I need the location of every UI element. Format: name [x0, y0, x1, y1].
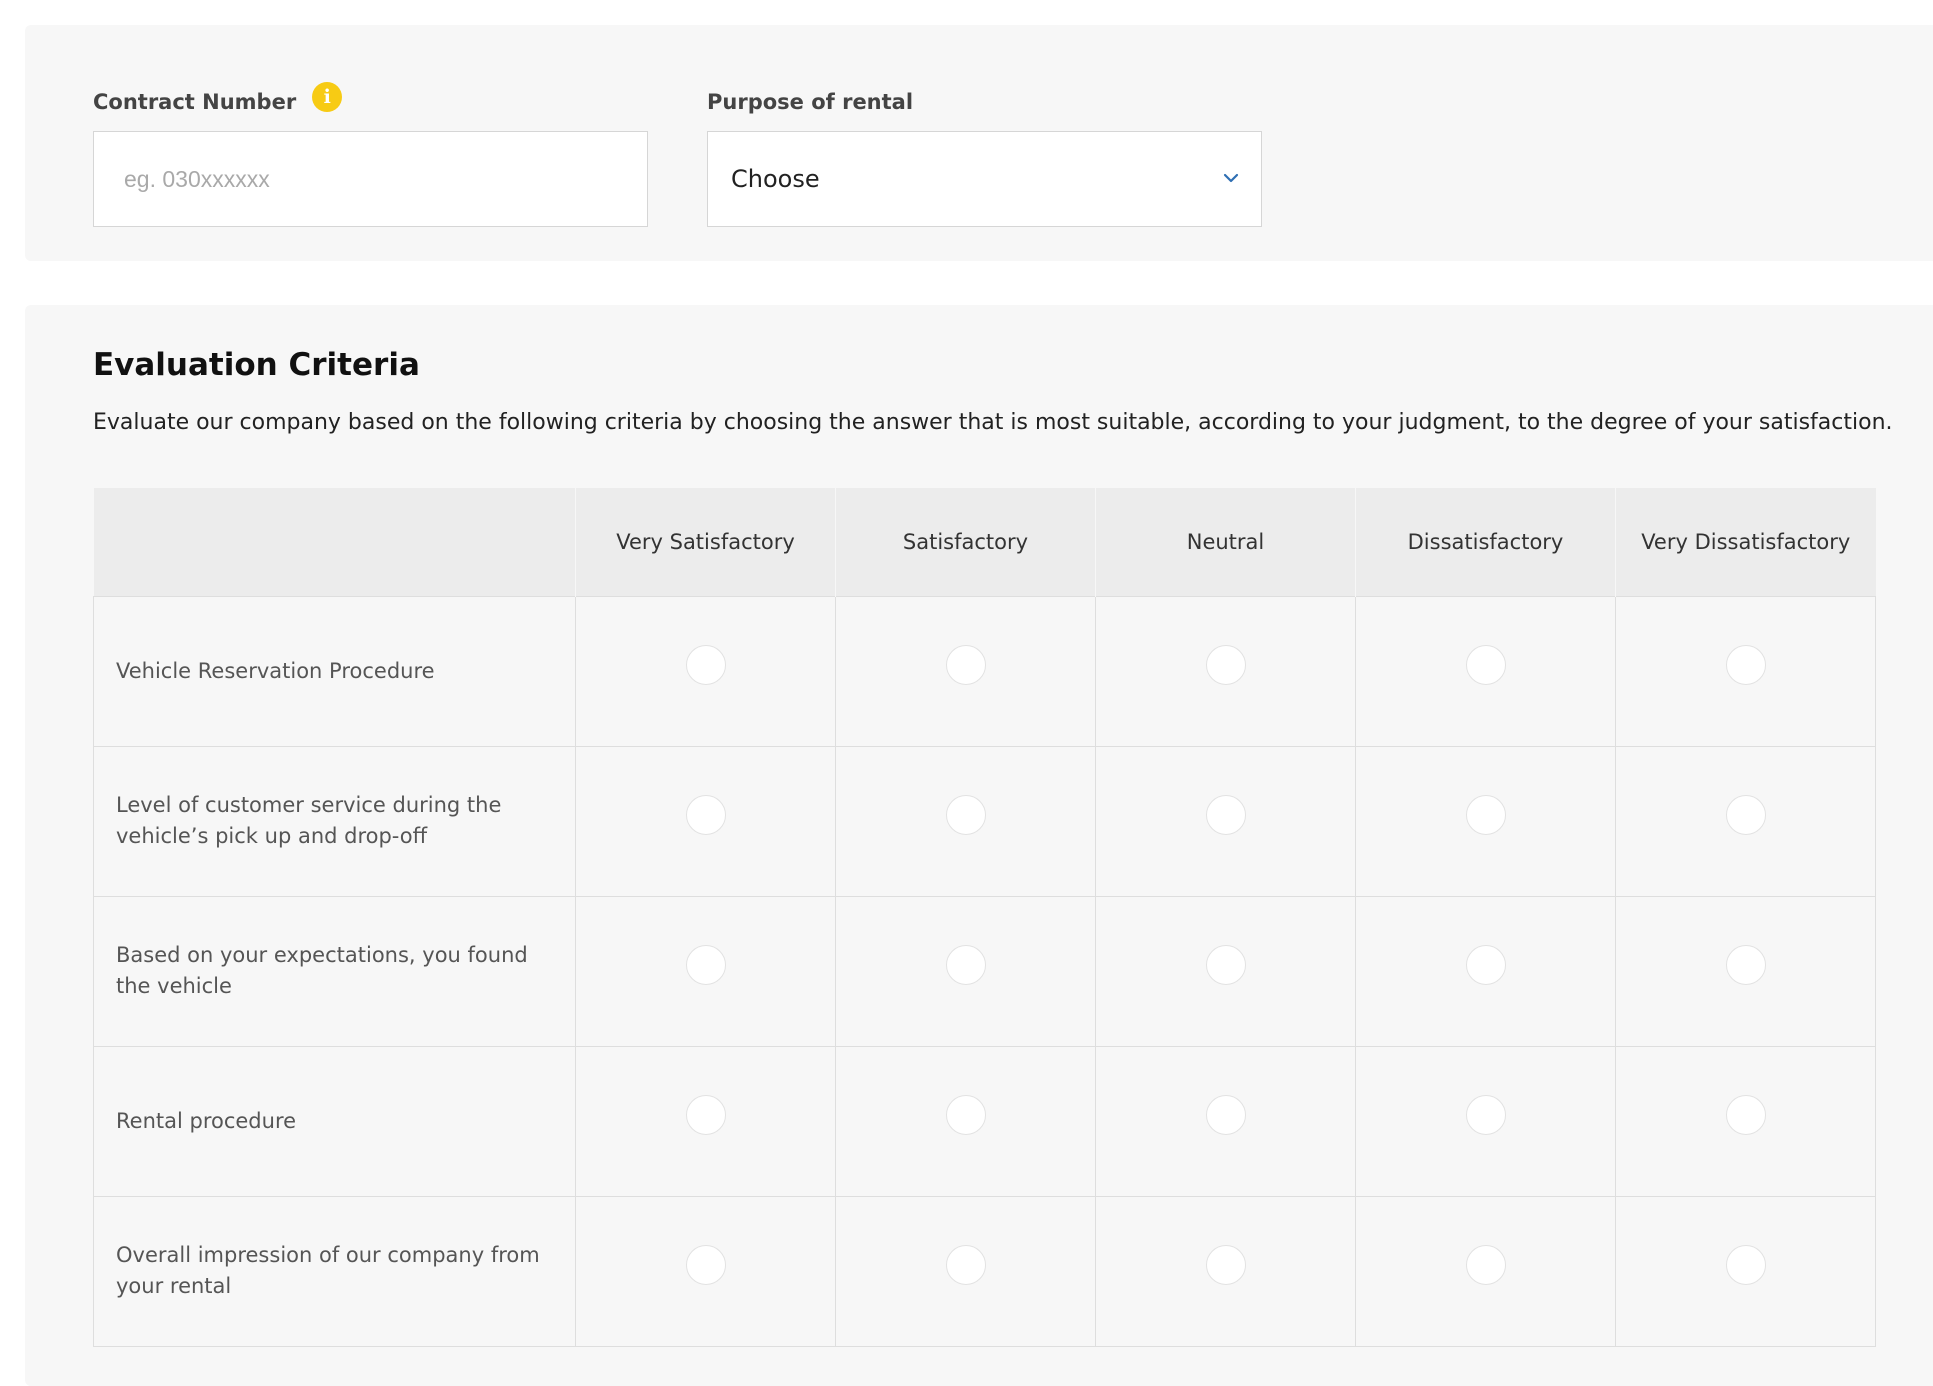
- radio-neutral[interactable]: [1206, 795, 1246, 835]
- radio-very-dissatisfactory[interactable]: [1726, 795, 1766, 835]
- rating-cell: [576, 1196, 836, 1346]
- rating-cell: [1616, 596, 1876, 746]
- rating-cell: [1616, 896, 1876, 1046]
- radio-very-satisfactory[interactable]: [686, 1245, 726, 1285]
- criterion-label: Vehicle Reservation Procedure: [94, 596, 576, 746]
- rating-cell: [576, 1046, 836, 1196]
- rating-cell: [1096, 1046, 1356, 1196]
- rating-cell: [1616, 1046, 1876, 1196]
- rating-cell: [1616, 1196, 1876, 1346]
- rating-cell: [836, 746, 1096, 896]
- rating-cell: [576, 896, 836, 1046]
- column-header-very-dissatisfactory: Very Dissatisfactory: [1616, 488, 1876, 596]
- column-header-very-satisfactory: Very Satisfactory: [576, 488, 836, 596]
- radio-dissatisfactory[interactable]: [1466, 645, 1506, 685]
- criterion-label: Based on your expectations, you found the vehicle: [94, 896, 576, 1046]
- rating-cell: [836, 596, 1096, 746]
- criterion-label: Rental procedure: [94, 1046, 576, 1196]
- rating-cell: [1096, 1196, 1356, 1346]
- evaluation-panel: [25, 305, 1933, 1386]
- rating-cell: [1356, 1046, 1616, 1196]
- rating-cell: [1356, 746, 1616, 896]
- radio-satisfactory[interactable]: [946, 795, 986, 835]
- radio-very-dissatisfactory[interactable]: [1726, 645, 1766, 685]
- column-header-satisfactory: Satisfactory: [836, 488, 1096, 596]
- radio-dissatisfactory[interactable]: [1466, 1095, 1506, 1135]
- radio-very-satisfactory[interactable]: [686, 945, 726, 985]
- rating-cell: [1356, 896, 1616, 1046]
- column-header-dissatisfactory: Dissatisfactory: [1356, 488, 1616, 596]
- evaluation-description: Evaluate our company based on the following criteria by choosing the answer that is most suitable, according to your judgment, to the degree of your satisfaction.: [93, 410, 1893, 435]
- radio-satisfactory[interactable]: [946, 645, 986, 685]
- radio-neutral[interactable]: [1206, 1245, 1246, 1285]
- evaluation-table: [93, 488, 1876, 1347]
- purpose-of-rental-label: Purpose of rental: [707, 90, 914, 114]
- criterion-label: Level of customer service during the vehicle’s pick up and drop-off: [94, 746, 576, 896]
- rating-cell: [1356, 596, 1616, 746]
- rating-cell: [1096, 746, 1356, 896]
- table-header-row: [94, 488, 1876, 596]
- radio-very-satisfactory[interactable]: [686, 795, 726, 835]
- radio-neutral[interactable]: [1206, 945, 1246, 985]
- table-row: [94, 746, 1876, 896]
- chevron-down-icon: [1219, 166, 1243, 190]
- criterion-label: Overall impression of our company from your rental: [94, 1196, 576, 1346]
- table-row: [94, 896, 1876, 1046]
- radio-satisfactory[interactable]: [946, 945, 986, 985]
- contract-number-field: [93, 85, 648, 227]
- criteria-column-header: [94, 488, 576, 596]
- column-header-neutral: Neutral: [1096, 488, 1356, 596]
- purpose-of-rental-field: [707, 85, 1262, 227]
- radio-very-satisfactory[interactable]: [686, 645, 726, 685]
- radio-very-dissatisfactory[interactable]: [1726, 945, 1766, 985]
- rating-cell: [836, 1196, 1096, 1346]
- rating-cell: [836, 896, 1096, 1046]
- radio-dissatisfactory[interactable]: [1466, 1245, 1506, 1285]
- rating-cell: [576, 596, 836, 746]
- rating-cell: [1356, 1196, 1616, 1346]
- contract-number-input[interactable]: [93, 131, 648, 227]
- table-row: [94, 1046, 1876, 1196]
- radio-satisfactory[interactable]: [946, 1095, 986, 1135]
- rating-cell: [576, 746, 836, 896]
- rating-cell: [1616, 746, 1876, 896]
- table-row: [94, 1196, 1876, 1346]
- contract-number-label: Contract Number: [93, 90, 297, 114]
- radio-very-satisfactory[interactable]: [686, 1095, 726, 1135]
- purpose-selected-value: Choose: [731, 165, 820, 193]
- radio-very-dissatisfactory[interactable]: [1726, 1095, 1766, 1135]
- rating-cell: [1096, 596, 1356, 746]
- contract-number-label-row: [93, 85, 648, 119]
- radio-dissatisfactory[interactable]: [1466, 795, 1506, 835]
- evaluation-title: Evaluation Criteria: [93, 347, 420, 383]
- info-icon[interactable]: i: [312, 82, 342, 112]
- purpose-of-rental-select[interactable]: [707, 131, 1262, 227]
- radio-satisfactory[interactable]: [946, 1245, 986, 1285]
- radio-very-dissatisfactory[interactable]: [1726, 1245, 1766, 1285]
- radio-neutral[interactable]: [1206, 645, 1246, 685]
- radio-dissatisfactory[interactable]: [1466, 945, 1506, 985]
- rating-cell: [1096, 896, 1356, 1046]
- table-row: [94, 596, 1876, 746]
- rental-details-panel: [25, 25, 1933, 261]
- radio-neutral[interactable]: [1206, 1095, 1246, 1135]
- rating-cell: [836, 1046, 1096, 1196]
